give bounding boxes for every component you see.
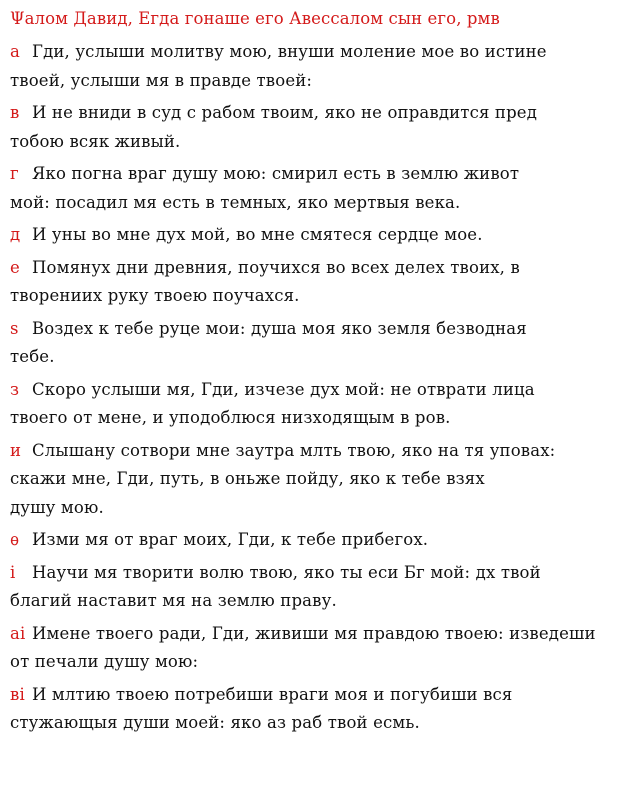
verse-line [10, 160, 616, 189]
verse-line [10, 67, 616, 96]
verse-line [10, 254, 616, 283]
verse-number: ѕ [10, 318, 19, 338]
verse-line [10, 437, 616, 466]
psalm-title: Ψалом Давид, Егда гонаше его Авессалом сын его, рмв [10, 9, 500, 28]
verse-text: Гди, услыши молитву мою, внуши моление мое во истине [32, 42, 547, 61]
verse-line [10, 494, 616, 523]
verse-5 [10, 254, 616, 311]
verse-text: от печали душу мою: [10, 652, 199, 671]
verse-text: Скоро услыши мя, Гди, изчезе дух мой: не отврати лица [32, 379, 535, 399]
verse-9 [10, 526, 616, 555]
verse-line [10, 315, 616, 344]
verse-text: Слышану сотвори мне заутра млть твою, яко на тя уповах: [32, 440, 556, 460]
verse-number: и [10, 440, 22, 460]
verse-line [10, 282, 616, 311]
verse-line [10, 404, 616, 433]
verse-text: душу мою. [10, 497, 104, 517]
verse-text: И млтию твоею потребиши враги моя и погубиши вся [32, 684, 513, 704]
verse-text: благий наставит мя на землю праву. [10, 591, 337, 610]
verse-11 [10, 620, 616, 677]
verse-line [10, 343, 616, 372]
verse-number: і [10, 562, 16, 582]
verse-number: з [10, 379, 20, 399]
verse-text: скажи мне, Гди, путь, в оньже пойду, яко к тебе взях [10, 469, 485, 488]
verse-number: г [10, 164, 19, 183]
verse-text: твоей, услыши мя в правде твоей: [10, 70, 313, 90]
verse-number: ві [10, 684, 25, 704]
verse-line [10, 526, 616, 555]
verse-text: Воздех к тебе руце мои: душа моя яко земля безводная [32, 318, 527, 338]
verse-text: мой: посадил мя есть в темных, яко мертвыя века. [10, 192, 461, 212]
verse-12 [10, 681, 616, 738]
verse-line [10, 681, 616, 710]
verse-list [10, 38, 616, 738]
verse-line [10, 99, 616, 128]
verse-line [10, 221, 616, 250]
verse-text: творениих руку твоею поучахся. [10, 286, 300, 305]
verse-text: тебе. [10, 347, 55, 366]
verse-7 [10, 376, 616, 433]
verse-8 [10, 437, 616, 523]
verse-6 [10, 315, 616, 372]
verse-number: в [10, 103, 20, 122]
verse-number: д [10, 225, 21, 244]
verse-line [10, 648, 616, 677]
verse-4 [10, 221, 616, 250]
verse-number: аі [10, 623, 26, 643]
verse-text: твоего от мене, и уподоблюся низходящым в ров. [10, 408, 451, 427]
verse-text: И не вниди в суд с рабом твоим, яко не оправдится пред [32, 103, 538, 122]
verse-3 [10, 160, 616, 217]
verse-line [10, 709, 616, 738]
verse-line [10, 559, 616, 588]
verse-line [10, 38, 616, 67]
verse-line [10, 376, 616, 405]
verse-text: стужающыя души моей: яко аз раб твой есмь. [10, 713, 420, 732]
verse-number: ѳ [10, 530, 20, 549]
verse-number: а [10, 42, 20, 61]
verse-10 [10, 559, 616, 616]
verse-1 [10, 38, 616, 95]
verse-text: И уны во мне дух мой, во мне смятеся сердце мое. [32, 225, 483, 244]
verse-line [10, 587, 616, 616]
verse-text: Научи мя творити волю твою, яко ты еси Бг мой: дх твой [32, 562, 541, 582]
verse-line [10, 465, 616, 494]
verse-text: Изми мя от враг моих, Гди, к тебе прибегох. [32, 530, 429, 549]
verse-line [10, 620, 616, 649]
verse-number: е [10, 257, 20, 277]
verse-2 [10, 99, 616, 156]
verse-text: Помянух дни древния, поучихся во всех делех твоих, в [32, 257, 520, 277]
verse-text: Имене твоего ради, Гди, живиши мя правдою твоею: изведеши [32, 623, 596, 643]
verse-line [10, 128, 616, 157]
verse-text: тобою всяк живый. [10, 131, 181, 151]
verse-text: Яко погна враг душу мою: смирил есть в землю живот [32, 164, 520, 183]
verse-line [10, 189, 616, 218]
